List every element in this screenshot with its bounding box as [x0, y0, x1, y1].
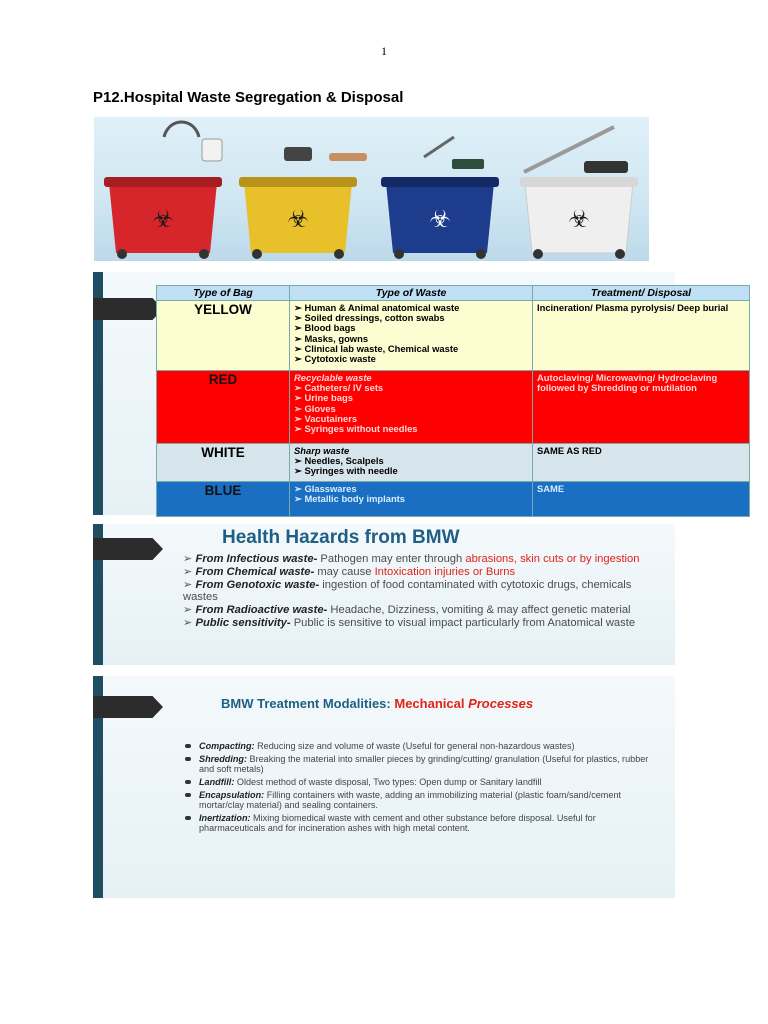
treatment-title-main: BMW Treatment Modalities: [221, 696, 395, 711]
waste-bins-image [94, 117, 649, 261]
blue-bin [381, 177, 499, 259]
slide-tab-arrow [93, 696, 163, 718]
waste-bins-illustration [94, 117, 649, 261]
waste-red [290, 371, 533, 444]
waste-blue [290, 482, 533, 517]
list-item: ➢ Syringes with needle [294, 466, 528, 476]
list-item [185, 754, 655, 774]
treatment-modalities-slide [93, 676, 675, 898]
list-item: ➢ Needles, Scalpels [294, 456, 528, 466]
list-item: ➢ Soiled dressings, cotton swabs [294, 313, 528, 323]
treatment-lead: Shredding: [199, 754, 247, 764]
list-item: ➢ Urine bags [294, 393, 528, 403]
svg-text:☣: ☣ [287, 205, 309, 233]
page-title: P12.Hospital Waste Segregation & Disposal [93, 89, 404, 106]
svg-text:☣: ☣ [568, 205, 590, 233]
treatment-lead: Encapsulation: [199, 790, 265, 800]
hazard-text: Headache, Dizziness, vomiting & may affect genetic material [327, 603, 631, 616]
treatment-title [221, 696, 533, 711]
hazard-lead: From Radioactive waste- [195, 603, 328, 616]
list-item [185, 741, 655, 751]
bag-blue: BLUE [157, 482, 290, 517]
list-item: ➢ Glasswares [294, 484, 528, 494]
hazard-highlight: Intoxication injuries or Burns [374, 566, 516, 579]
waste-yellow [290, 301, 533, 371]
header-treatment: Treatment/ Disposal [533, 286, 750, 301]
hazards-title: Health Hazards from BMW [222, 527, 460, 548]
treatment-yellow: Incineration/ Plasma pyrolysis/ Deep burial [533, 301, 750, 371]
waste-subhead: Sharp waste [294, 445, 350, 456]
list-item: ➢ Blood bags [294, 323, 528, 333]
treatment-title-red: Mechanical [394, 696, 469, 711]
list-item [183, 567, 653, 578]
treatment-lead: Inertization: [199, 813, 251, 823]
slide-tab-arrow [93, 538, 163, 560]
white-bin [520, 177, 638, 259]
treatment-text: Breaking the material into smaller pieces by grinding/cutting/ granulation (Useful for plastics, rubber and soft metals) [199, 754, 649, 774]
table-row-yellow [157, 301, 750, 371]
list-item [185, 777, 655, 787]
treatment-lead: Compacting: [199, 741, 255, 751]
treatment-text: Mixing biomedical waste with cement and other substance before disposal. Useful for pharmaceuticals and for incineration ashes with high metal content. [199, 813, 596, 833]
list-item: ➢ Cytotoxic waste [294, 354, 528, 364]
table-row-blue [157, 482, 750, 517]
hazard-lead: Public sensitivity- [195, 617, 291, 630]
hazards-list [183, 554, 653, 631]
bag-white: WHITE [157, 444, 290, 482]
list-item [183, 554, 653, 565]
table-row-white [157, 444, 750, 482]
treatment-white: SAME AS RED [533, 444, 750, 482]
treatment-text: Filling containers with waste, adding an immobilizing material (plastic foam/sand/cement mortar/clay material) and sealing containers. [199, 790, 622, 810]
list-item [185, 813, 655, 833]
hazard-highlight: abrasions, skin cuts or by ingestion [465, 553, 640, 565]
treatment-text: Reducing size and volume of waste (Useful for general non-hazardous wastes) [254, 741, 575, 751]
list-item: ➢ Gloves [294, 404, 528, 414]
treatment-title-red-italic: Processes [468, 696, 534, 711]
waste-white [290, 444, 533, 482]
table-header-row [157, 286, 750, 301]
treatment-text: Oldest method of waste disposal, Two types: Open dump or Sanitary landfill [234, 777, 542, 787]
hazard-text: ingestion of food contaminated with cytotoxic drugs, chemicals wastes [183, 579, 632, 603]
list-item [185, 790, 655, 810]
red-bin [104, 177, 222, 259]
waste-subhead: Recyclable waste [294, 372, 372, 383]
health-hazards-slide [93, 524, 675, 665]
treatment-blue: SAME [533, 482, 750, 517]
list-item: ➢ Metallic body implants [294, 494, 528, 504]
hazard-lead: From Infectious waste- [195, 553, 318, 565]
list-item [183, 580, 653, 602]
waste-segregation-table [156, 285, 750, 517]
bag-red: RED [157, 371, 290, 444]
list-item: ➢ Syringes without needles [294, 424, 528, 434]
list-item: ➢ Catheters/ IV sets [294, 383, 528, 393]
list-item: ➢ Vacutainers [294, 414, 528, 424]
svg-text:☣: ☣ [429, 205, 451, 233]
list-item: ➢ Clinical lab waste, Chemical waste [294, 344, 528, 354]
header-type-of-waste: Type of Waste [290, 286, 533, 301]
medical-items-decoration [164, 122, 628, 173]
slide-tab-arrow [93, 298, 163, 320]
treatment-list [185, 741, 655, 836]
waste-segregation-slide [93, 272, 729, 515]
header-type-of-bag: Type of Bag [157, 286, 290, 301]
table-row-red [157, 371, 750, 444]
hazard-text: may cause [314, 566, 375, 579]
hazard-text: Pathogen may enter through [317, 553, 466, 565]
bag-yellow: YELLOW [157, 301, 290, 371]
list-item: ➢ Masks, gowns [294, 334, 528, 344]
treatment-red: Autoclaving/ Microwaving/ Hydroclaving followed by Shredding or mutilation [533, 371, 750, 444]
yellow-bin [239, 177, 357, 259]
hazard-lead: From Genotoxic waste- [195, 579, 320, 592]
list-item [183, 618, 653, 629]
svg-text:☣: ☣ [152, 205, 174, 233]
page-number: 1 [381, 44, 387, 58]
hazard-lead: From Chemical waste- [195, 566, 315, 579]
list-item: ➢ Human & Animal anatomical waste [294, 303, 528, 313]
list-item [183, 605, 653, 616]
hazard-text: Public is sensitive to visual impact particularly from Anatomical waste [290, 617, 636, 630]
treatment-lead: Landfill: [199, 777, 235, 787]
